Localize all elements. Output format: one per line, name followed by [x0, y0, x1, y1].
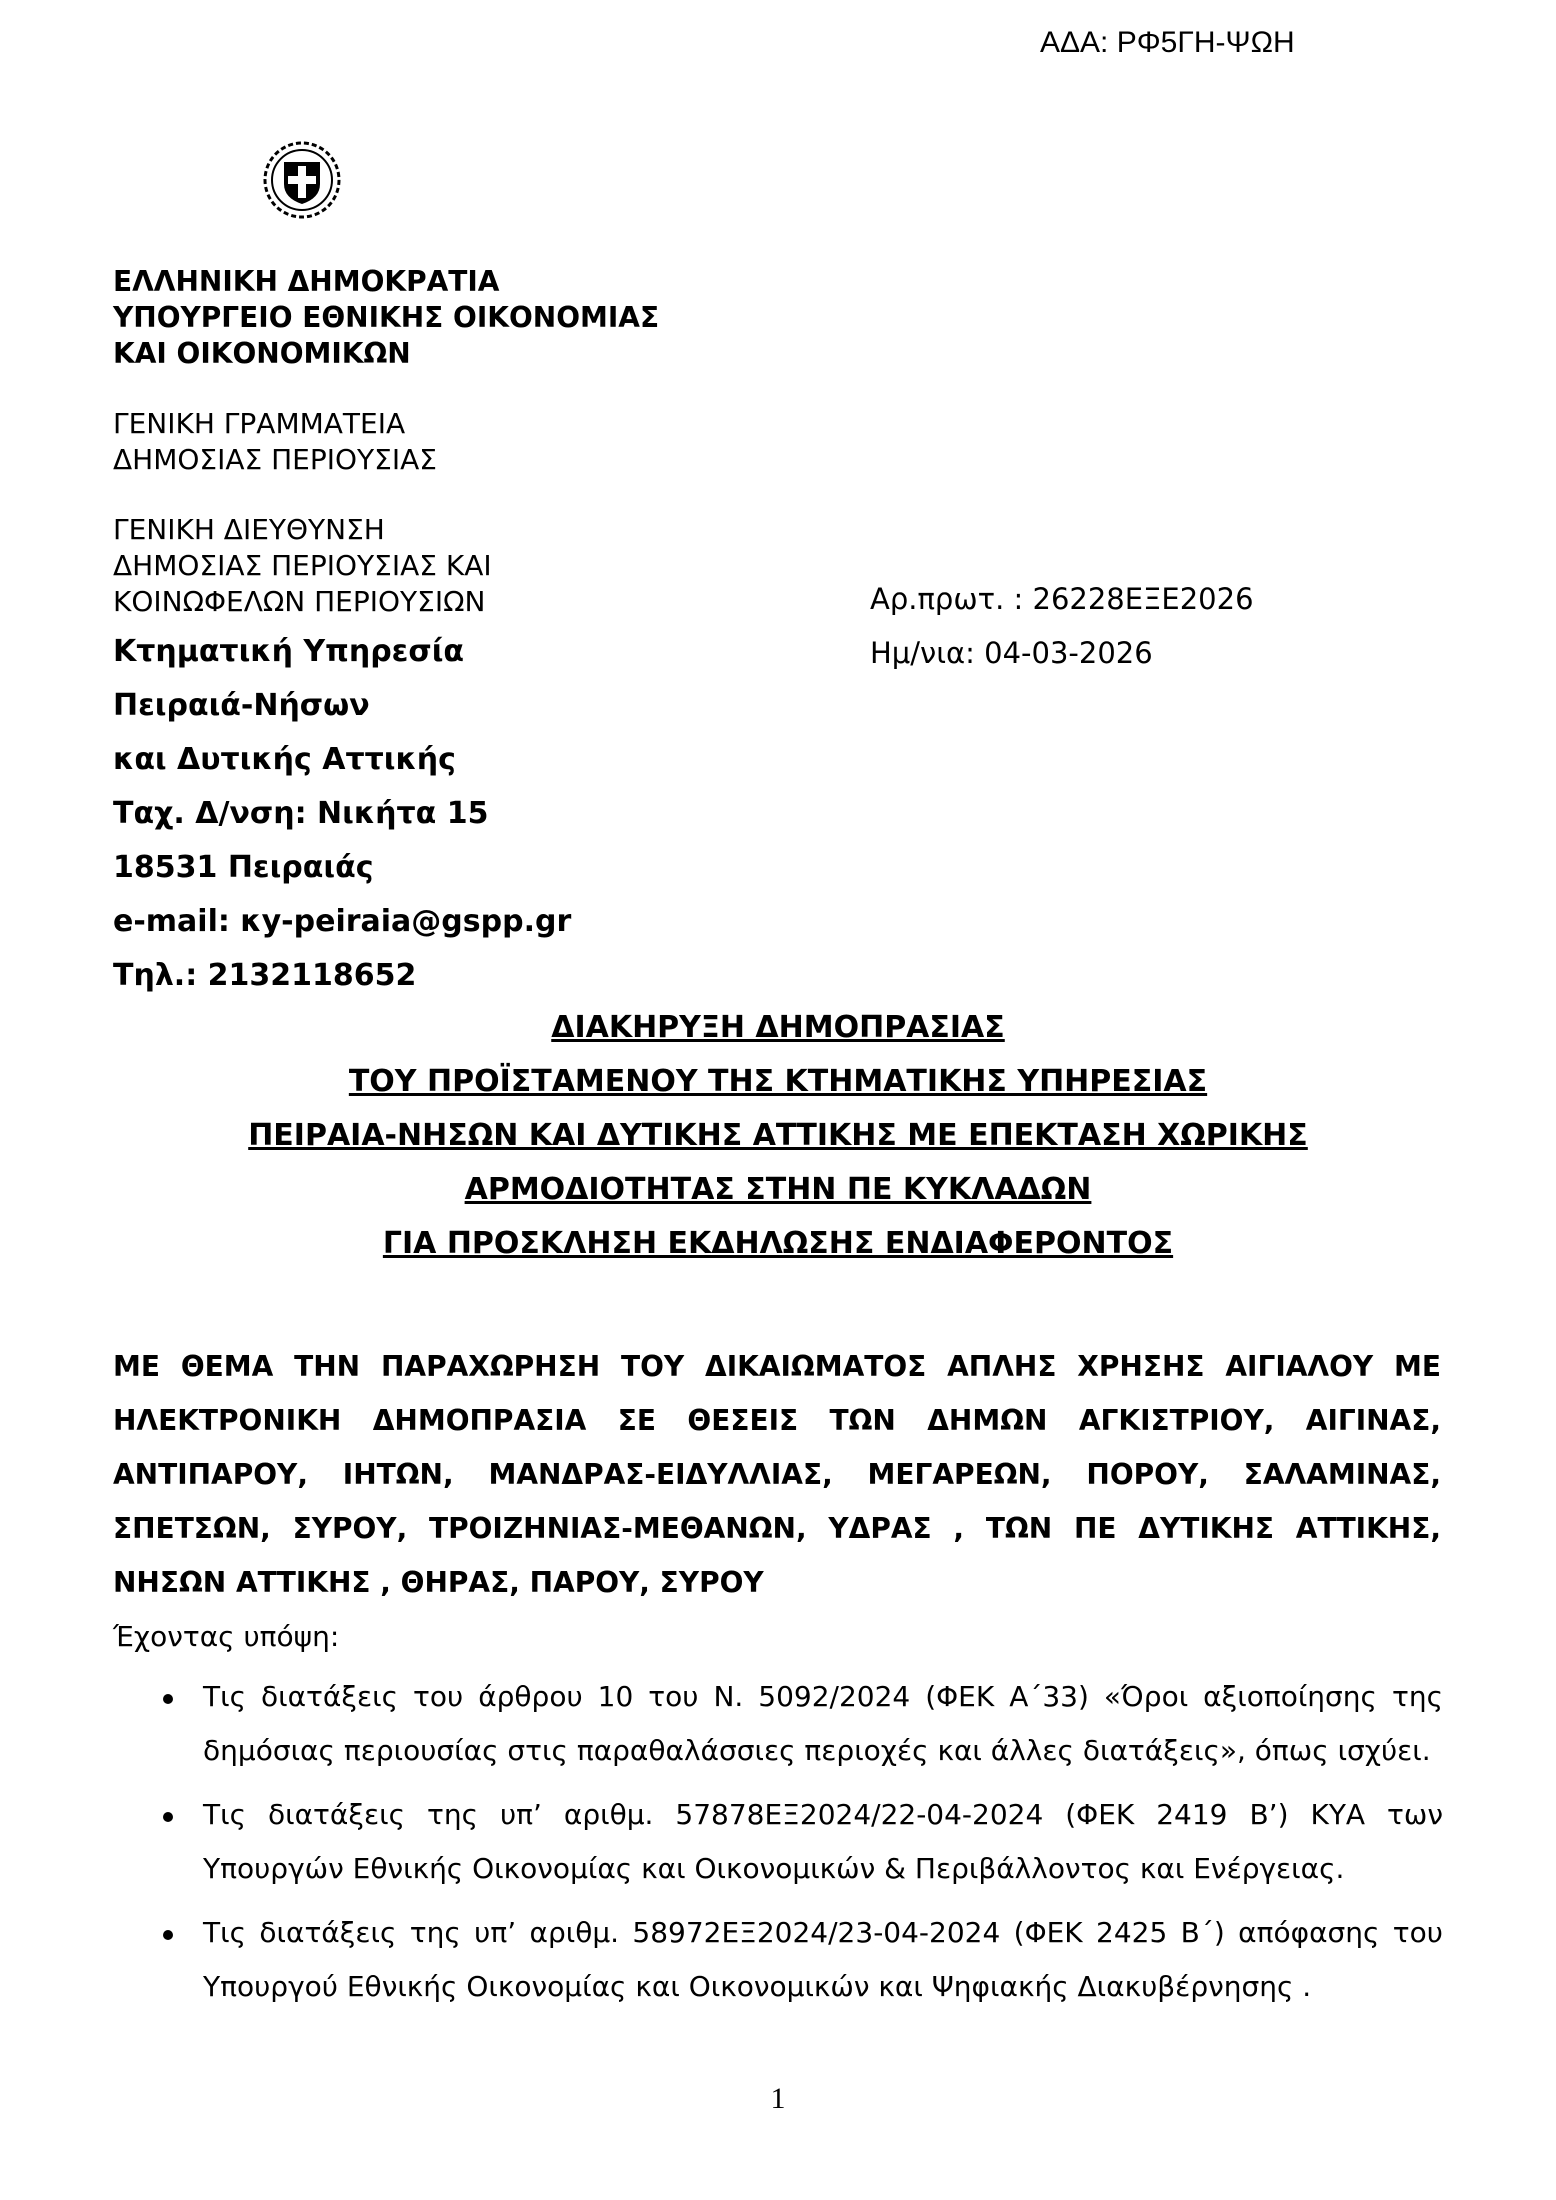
service-address: Ταχ. Δ/νση: Νικήτα 15: [113, 796, 489, 831]
org-line-3: ΚΑΙ ΟΙΚΟΝΟΜΙΚΩΝ: [113, 337, 411, 370]
service-email: e-mail: κy-peiraia@gspp.gr: [113, 904, 572, 939]
service-city: 18531 Πειραιάς: [113, 850, 374, 885]
org-line-1: ΕΛΛΗΝΙΚΗ ΔΗΜΟΚΡΑΤΙΑ: [113, 265, 500, 298]
list-item: [113, 1670, 1443, 1778]
title-line-2: ΤΟΥ ΠΡΟΪΣΤΑΜΕΝΟΥ ΤΗΣ ΚΤΗΜΑΤΙΚΗΣ ΥΠΗΡΕΣΙΑΣ: [348, 1064, 1208, 1099]
list-item: [113, 1788, 1443, 1896]
directorate-line-3: ΚΟΙΝΩΦΕΛΩΝ ΠΕΡΙΟΥΣΙΩΝ: [113, 585, 486, 618]
directorate-line-1: ΓΕΝΙΚΗ ΔΙΕΥΘΥΝΣΗ: [113, 513, 385, 546]
page-number: 1: [770, 2082, 786, 2115]
list-item-text: Τις διατάξεις της υπ’ αριθμ. 58972ΕΞ2024/23-04-2024 (ΦΕΚ 2425 Β΄) απόφασης του Υπουργού Εθνικής Οικονομίας και Οικονομικών και Ψηφιακής Διακυβέρνησης .: [203, 1916, 1443, 2003]
directorate-line-2: ΔΗΜΟΣΙΑΣ ΠΕΡΙΟΥΣΙΑΣ ΚΑΙ: [113, 549, 492, 582]
legal-basis-list: [113, 1670, 1443, 2024]
secretariat-line-1: ΓΕΝΙΚΗ ΓΡΑΜΜΑΤΕΙΑ: [113, 407, 406, 440]
list-item-text: Τις διατάξεις του άρθρου 10 του Ν. 5092/2024 (ΦΕΚ Α΄33) «Όροι αξιοποίησης της δημόσιας περιουσίας στις παραθαλάσσιες περιοχές και άλλες διατάξεις», όπως ισχύει.: [203, 1680, 1443, 1767]
service-line-2: Πειραιά-Νήσων: [113, 688, 370, 723]
ada-code: ΑΔΑ: ΡΦ5ΓΗ-ΨΩΗ: [1040, 26, 1295, 59]
title-line-3: ΠΕΙΡΑΙΑ-ΝΗΣΩΝ ΚΑΙ ΔΥΤΙΚΗΣ ΑΤΤΙΚΗΣ ΜΕ ΕΠΕΚΤΑΣΗ ΧΩΡΙΚΗΣ: [248, 1118, 1308, 1153]
list-item-text: Τις διατάξεις της υπ’ αριθμ. 57878ΕΞ2024/22-04-2024 (ΦΕΚ 2419 Β’) ΚΥΑ των Υπουργών Εθνικής Οικονομίας και Οικονομικών & Περιβάλλοντος και Ενέργειας.: [203, 1798, 1443, 1885]
bullet-icon: [163, 1694, 173, 1704]
title-line-4: ΑΡΜΟΔΙΟΤΗΤΑΣ ΣΤΗΝ ΠΕ ΚΥΚΛΑΔΩΝ: [464, 1172, 1092, 1207]
considering-label: Έχοντας υπόψη:: [113, 1620, 340, 1653]
org-line-2: ΥΠΟΥΡΓΕΙΟ ΕΘΝΙΚΗΣ ΟΙΚΟΝΟΜΙΑΣ: [113, 301, 660, 334]
greek-state-emblem-icon: [262, 140, 342, 220]
title-line-1: ΔΙΑΚΗΡΥΞΗ ΔΗΜΟΠΡΑΣΙΑΣ: [551, 1010, 1005, 1045]
service-phone: Τηλ.: 2132118652: [113, 958, 417, 993]
service-line-3: και Δυτικής Αττικής: [113, 742, 456, 777]
bullet-icon: [163, 1930, 173, 1940]
document-date: Ημ/νια: 04-03-2026: [870, 636, 1153, 670]
protocol-number: Αρ.πρωτ. : 26228ΕΞΕ2026: [870, 582, 1254, 616]
list-item: [113, 1906, 1443, 2014]
bullet-icon: [163, 1812, 173, 1822]
title-line-5: ΓΙΑ ΠΡΟΣΚΛΗΣΗ ΕΚΔΗΛΩΣΗΣ ΕΝΔΙΑΦΕΡΟΝΤΟΣ: [382, 1226, 1174, 1261]
service-line-1: Κτηματική Υπηρεσία: [113, 634, 465, 669]
subject-paragraph: ΜΕ ΘΕΜΑ ΤΗΝ ΠΑΡΑΧΩΡΗΣΗ ΤΟΥ ΔΙΚΑΙΩΜΑΤΟΣ ΑΠΛΗΣ ΧΡΗΣΗΣ ΑΙΓΙΑΛΟΥ ΜΕ ΗΛΕΚΤΡΟΝΙΚΗ ΔΗΜΟΠΡΑΣΙΑ ΣΕ ΘΕΣΕΙΣ ΤΩΝ ΔΗΜΩΝ ΑΓΚΙΣΤΡΙΟΥ, ΑΙΓΙΝΑΣ, ΑΝΤΙΠΑΡΟΥ, ΙΗΤΩΝ, ΜΑΝΔΡΑΣ-ΕΙΔΥΛΛΙΑΣ, ΜΕΓΑΡΕΩΝ, ΠΟΡΟΥ, ΣΑΛΑΜΙΝΑΣ, ΣΠΕΤΣΩΝ, ΣΥΡΟΥ, ΤΡΟΙΖΗΝΙΑΣ-ΜΕΘΑΝΩΝ, ΥΔΡΑΣ , ΤΩΝ ΠΕ ΔΥΤΙΚΗΣ ΑΤΤΙΚΗΣ, ΝΗΣΩΝ ΑΤΤΙΚΗΣ , ΘΗΡΑΣ, ΠΑΡΟΥ, ΣΥΡΟΥ: [113, 1350, 1441, 1599]
secretariat-line-2: ΔΗΜΟΣΙΑΣ ΠΕΡΙΟΥΣΙΑΣ: [113, 443, 437, 476]
